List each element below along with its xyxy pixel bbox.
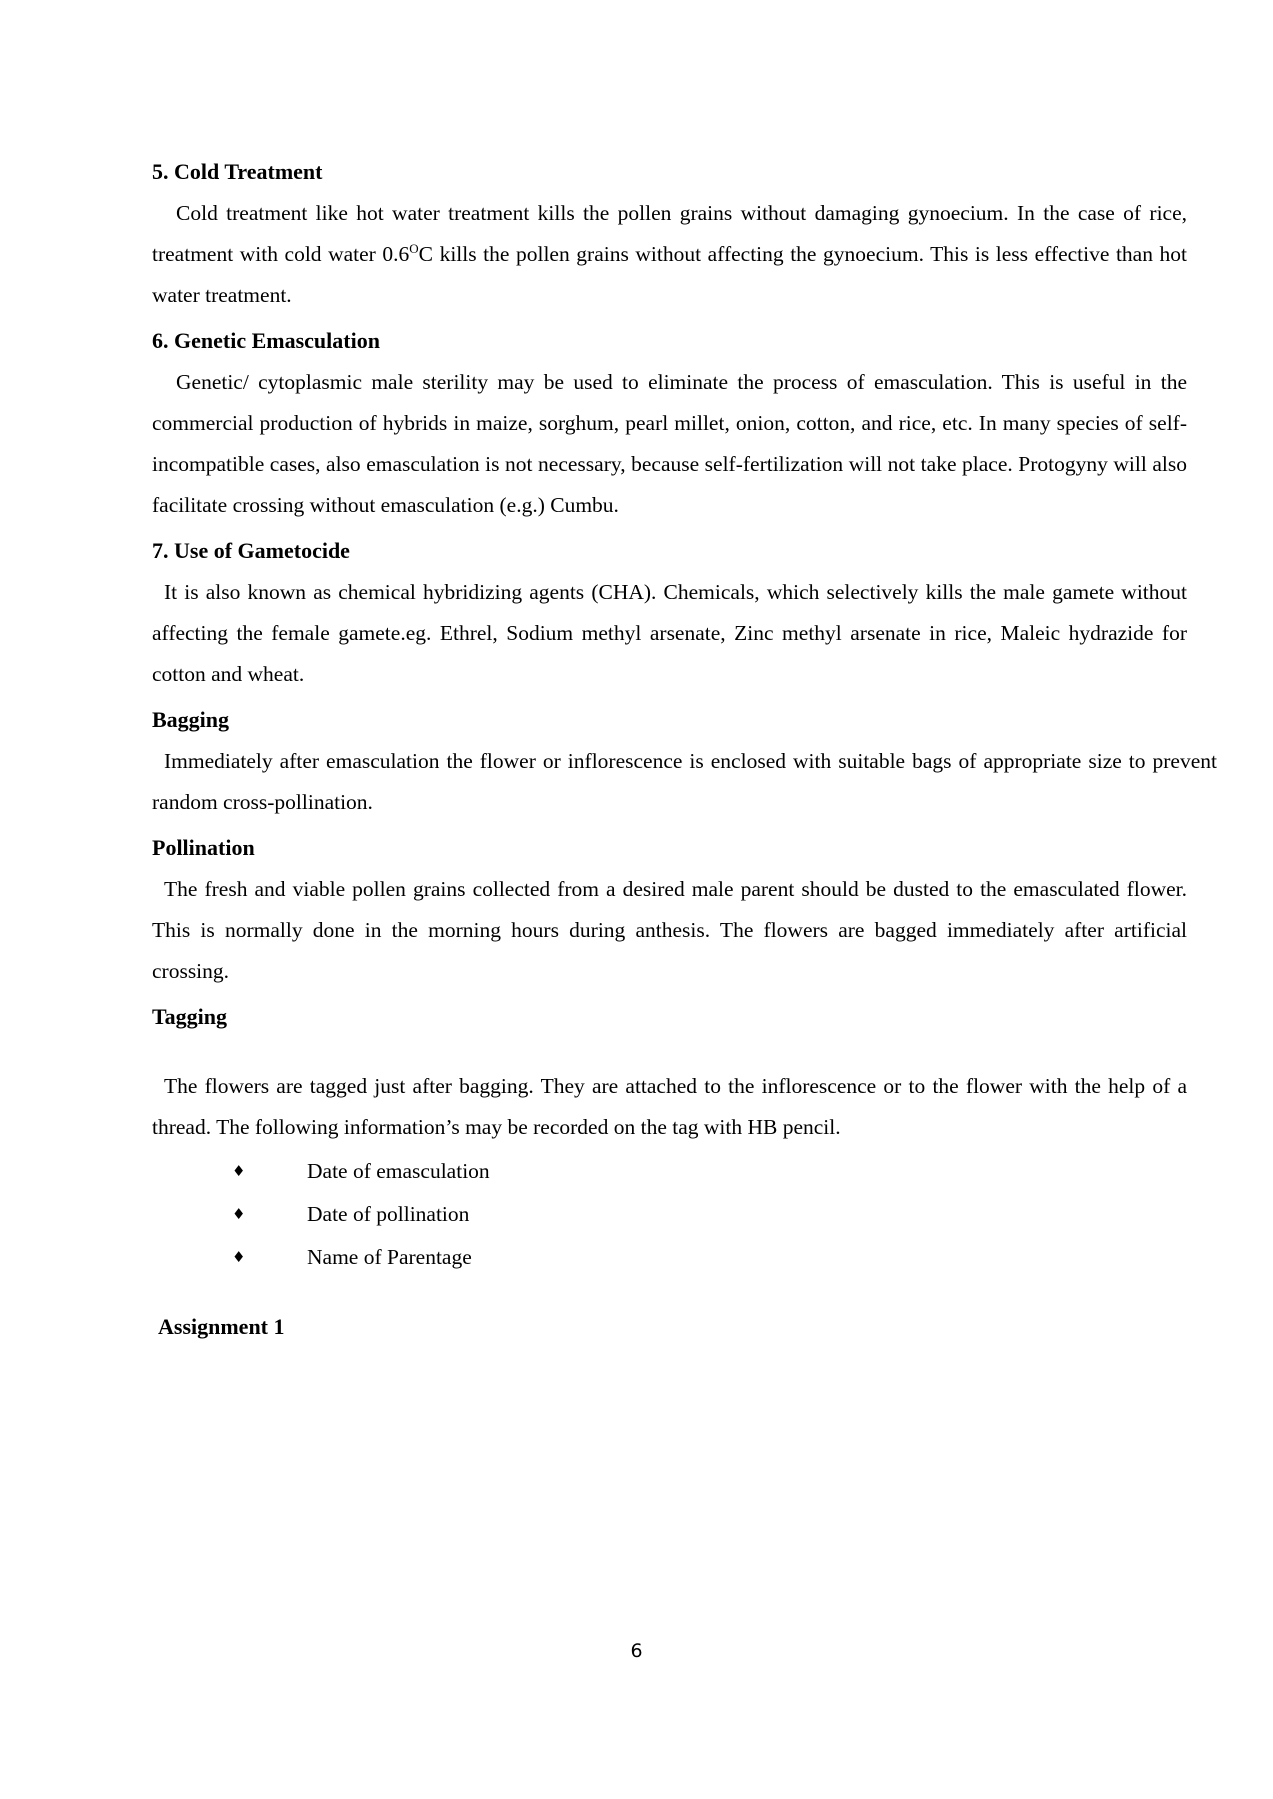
heading-gametocide: 7. Use of Gametocide xyxy=(152,538,350,563)
document-page xyxy=(152,157,1222,1279)
heading-bagging: Bagging xyxy=(152,707,230,732)
list-item xyxy=(152,1150,1222,1193)
paragraph-gametocide: It is also known as chemical hybridizing agents (CHA). Chemicals, which selectively kills the male gamete without affecting the female gamete.eg. Ethrel, Sodium methyl arsenate, Zinc methyl arsenate in rice, Maleic hydrazide for cotton and wheat. xyxy=(152,580,1187,686)
heading-cold-treatment: 5. Cold Treatment xyxy=(152,159,323,184)
list-item xyxy=(152,1193,1222,1236)
list-item-label: Date of pollination xyxy=(307,1202,470,1226)
degree-superscript: O xyxy=(409,240,419,256)
list-item xyxy=(152,1236,1222,1279)
heading-tagging: Tagging xyxy=(152,1004,228,1029)
diamond-bullet-icon: ♦ xyxy=(232,1162,246,1180)
list-item-label: Name of Parentage xyxy=(307,1245,472,1269)
page-number: 6 xyxy=(630,1640,643,1662)
diamond-bullet-icon: ♦ xyxy=(232,1248,246,1266)
list-item-label: Date of emasculation xyxy=(307,1159,490,1183)
diamond-bullet-icon: ♦ xyxy=(232,1205,246,1223)
tag-information-list xyxy=(152,1150,1222,1279)
heading-genetic-emasculation: 6. Genetic Emasculation xyxy=(152,328,380,353)
assignment-heading: Assignment 1 xyxy=(158,1314,285,1339)
paragraph-tagging: The flowers are tagged just after bagging. They are attached to the inflorescence or to the flower with the help of a thread. The following information’s may be recorded on the tag with HB pencil. xyxy=(152,1074,1187,1139)
cold-treatment-text-end: C kills the pollen grains without affecting the gynoecium. This is less effective than hot water treatment. xyxy=(152,242,1188,307)
paragraph-bagging: Immediately after emasculation the flower or inflorescence is enclosed with suitable bags of appropriate size to prevent random cross-pollination. xyxy=(152,749,1217,814)
paragraph-pollination: The fresh and viable pollen grains collected from a desired male parent should be dusted to the emasculated flower. This is normally done in the morning hours during anthesis. The flowers are bagged immediately after artificial crossing. xyxy=(152,877,1187,983)
paragraph-genetic-emasculation: Genetic/ cytoplasmic male sterility may be used to eliminate the process of emasculation. This is useful in the commercial production of hybrids in maize, sorghum, pearl millet, onion, cotton, and rice, etc. In many species of self-incompatible cases, also emasculation is not necessary, because self-fertilization will not take place. Protogyny will also facilitate crossing without emasculation (e.g.) Cumbu. xyxy=(152,370,1187,517)
heading-pollination: Pollination xyxy=(152,835,255,860)
cold-treatment-text-start: Cold treatment like hot water treatment kills the pollen grains without damaging gynoecium. In the case of rice, treatment with cold water 0.6 xyxy=(152,201,1187,266)
paragraph-cold-treatment xyxy=(152,193,1187,316)
